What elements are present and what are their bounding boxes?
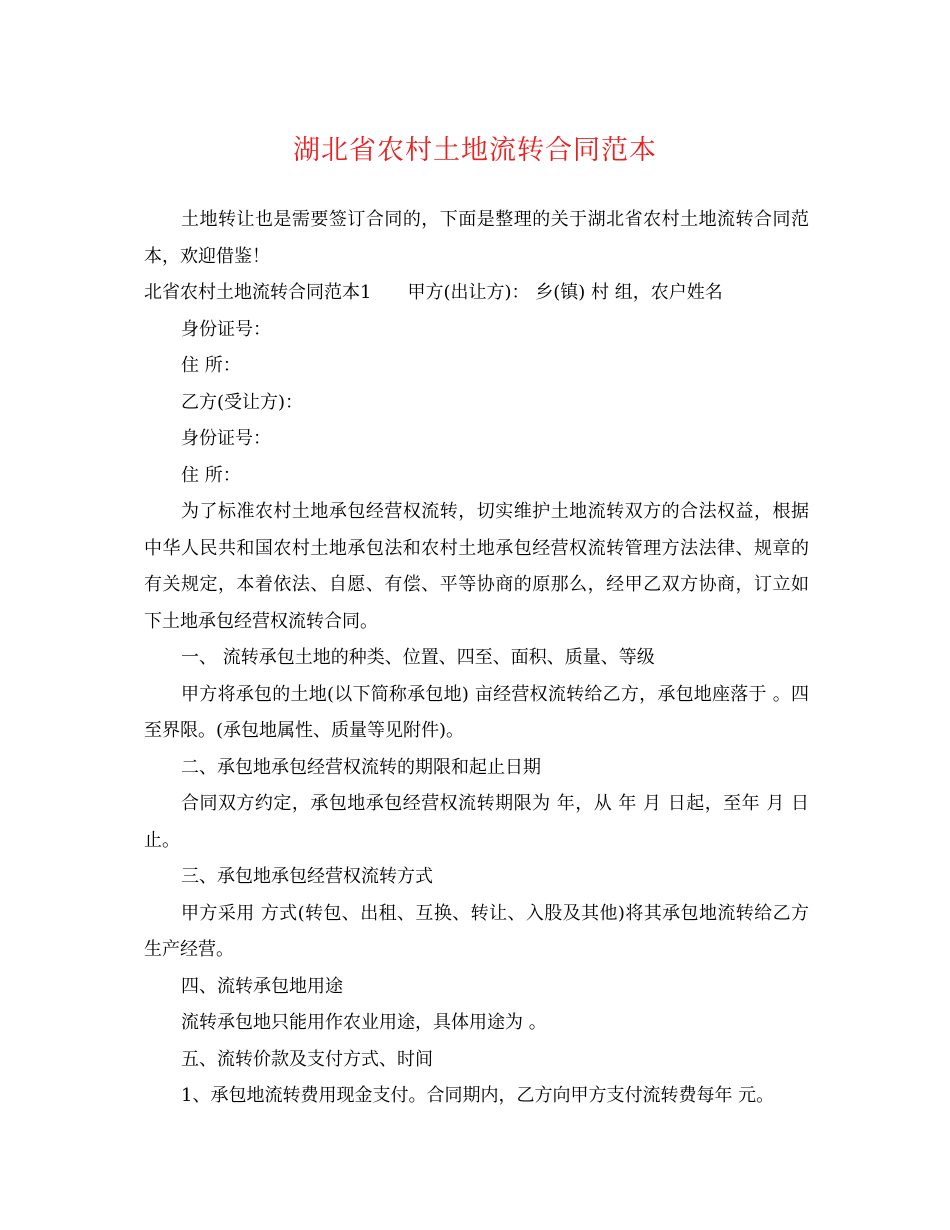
document-title: 湖北省农村土地流转合同范本 xyxy=(293,135,657,166)
section-heading-4: 四、流转承包地用途 xyxy=(181,975,343,997)
document-body xyxy=(144,202,809,1115)
section-heading-3: 三、承包地承包经营权流转方式 xyxy=(181,866,433,887)
section-heading-2: 二、承包地承包经营权流转的期限和起止日期 xyxy=(181,756,541,778)
section-heading-5: 五、流转价款及支付方式、时间 xyxy=(181,1048,433,1070)
section-5-paragraph: 1、承包地流转费用现金支付。合同期内，乙方向甲方支付流转费每年 元。 xyxy=(181,1085,775,1106)
party-a-address-line: 住 所： xyxy=(181,355,241,376)
party-b-address-line: 住 所： xyxy=(181,464,241,486)
preamble-paragraph: 为了标准农村土地承包经营权流转，切实维护土地流转双方的合法权益，根据中华人民共和国农村土地承包法和农村土地承包经营权流转管理方法法律、规章的有关规定，本着依法、自愿、有偿、平等协商的原那么，经甲乙双方协商，订立如下土地承包经营权流转合同。 xyxy=(144,501,809,632)
section-heading-1: 一、 流转承包土地的种类、位置、四至、面积、质量、等级 xyxy=(181,647,655,668)
party-a-line: 北省农村土地流转合同范本1 甲方(出让方)： 乡(镇) 村 组，农户姓名 xyxy=(144,282,723,303)
section-4-paragraph: 流转承包地只能用作农业用途，具体用途为 。 xyxy=(181,1012,547,1033)
party-b-id-line: 身份证号： xyxy=(181,428,271,449)
party-a-id-line: 身份证号： xyxy=(181,318,271,340)
section-2-paragraph: 合同双方约定，承包地承包经营权流转期限为 年，从 年 月 日起，至年 月 日止。 xyxy=(144,793,809,851)
section-1-paragraph: 甲方将承包的土地(以下简称承包地) 亩经营权流转给乙方，承包地座落于 。四至界限。(承包地属性、质量等见附件)。 xyxy=(144,683,809,741)
party-b-line: 乙方(受让方)： xyxy=(181,391,304,413)
section-3-paragraph: 甲方采用 方式(转包、出租、互换、转让、入股及其他)将其承包地流转给乙方生产经营。 xyxy=(144,902,809,960)
intro-paragraph: 土地转让也是需要签订合同的，下面是整理的关于湖北省农村土地流转合同范本，欢迎借鉴！ xyxy=(144,209,809,267)
